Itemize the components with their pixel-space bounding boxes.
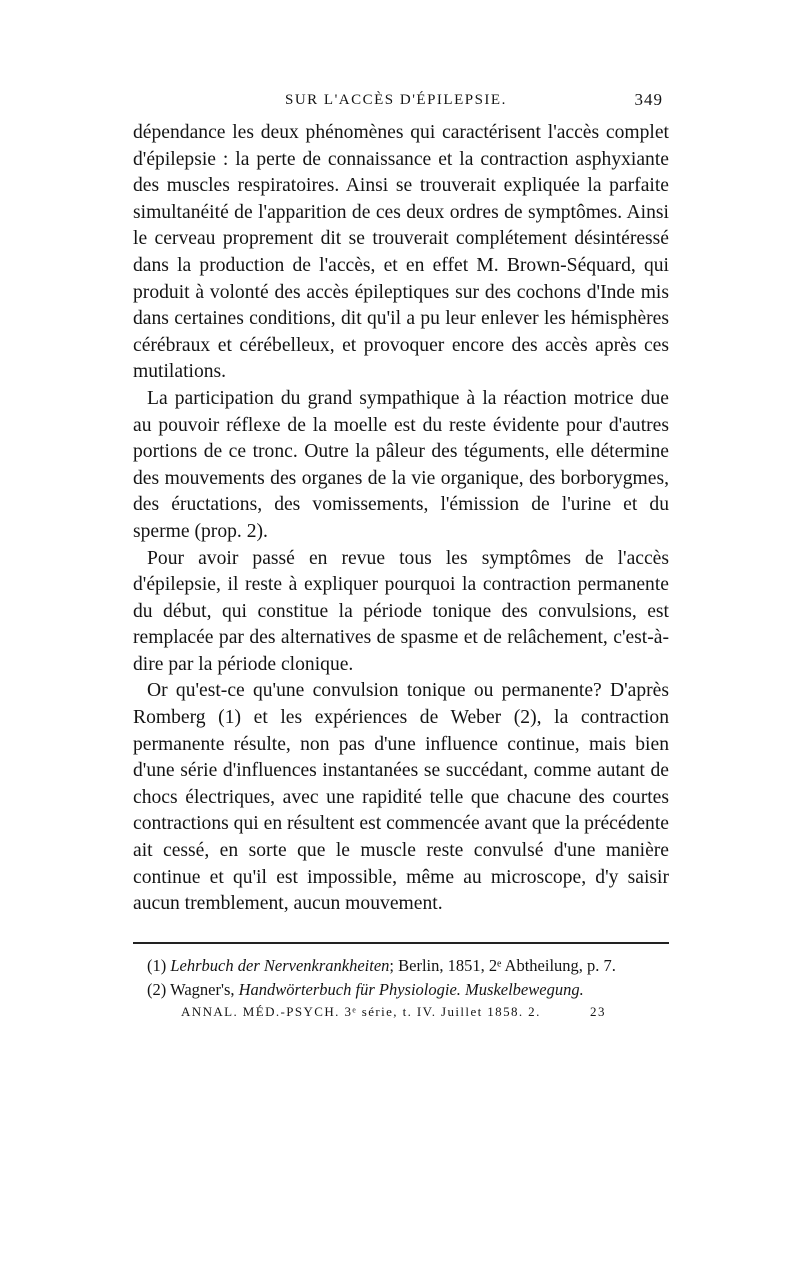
- book-page: [133, 86, 669, 1022]
- footnote-divider: [133, 942, 669, 944]
- signature-number: 23: [590, 1003, 606, 1019]
- running-head: [133, 86, 669, 120]
- paragraph: Or qu'est-ce qu'une convulsion tonique ou permanente? D'après Romberg (1) et les expériences de Weber (2), la contraction permanente résulte, non pas d'une influence continue, mais bien d'une série d'influences instantanées se succédant, comme autant de chocs électriques, avec une rapidité telle que chacune des courtes contractions qui en résultent est commencée avant que la précédente ait cessé, en sorte que le muscle reste convulsé d'une manière continue et qu'il est impossible, même au microscope, d'y saisir aucun tremblement, aucun mouvement.: [133, 680, 669, 915]
- footnote-title: Handwörterbuch für Physiologie. Muskelbewegung.: [238, 979, 584, 999]
- footnote-marker: (1): [147, 955, 167, 975]
- footnote-1: [133, 954, 669, 978]
- page-number: 349: [634, 90, 663, 109]
- paragraph: dépendance les deux phénomènes qui caractérisent l'accès complet d'épilepsie : la perte de connaissance et la contraction asphyxiante des muscles respiratoires. Ainsi se trouverait expliquée la parfaite simultanéité de l'apparition de ces deux ordres de symptômes. Ainsi le cerveau proprement dit se trouverait complétement désintéressé dans la production de l'accès, et en effet M. Brown-Séquard, qui produit à volonté des accès épileptiques sur des cochons d'Inde mis dans certaines conditions, dit qu'il a pu leur enlever les hémisphères cérébraux et cérébelleux, et provoquer encore des accès après ces mutilations.: [133, 122, 669, 383]
- running-title: SUR L'ACCÈS D'ÉPILEPSIE.: [285, 92, 507, 108]
- paragraph: Pour avoir passé en revue tous les symptômes de l'accès d'épilepsie, il reste à expliquer pourquoi la contraction permanente du début, qui constitue la période tonique des convulsions, est remplacée par des alternatives de spasme et de relâchement, c'est-à-dire par la période clonique.: [133, 547, 669, 675]
- footnote-title: Lehrbuch der Nervenkrankheiten: [170, 955, 390, 975]
- footnote-2: [133, 978, 669, 1002]
- footnote-details: ; Berlin, 1851, 2ᵉ Abtheilung, p. 7.: [389, 955, 616, 975]
- footnotes: [133, 954, 669, 1022]
- signature-text: ANNAL. MÉD.-PSYCH. 3ᵉ série, t. IV. Juillet 1858. 2.: [181, 1003, 541, 1019]
- paragraph: La participation du grand sympathique à la réaction motrice due au pouvoir réflexe de la moelle est du reste évidente pour d'autres portions de ce tronc. Outre la pâleur des téguments, elle détermine des mouvements des organes de la vie organique, des borborygmes, des éructations, des vomissements, l'émission de l'urine et du sperme (prop. 2).: [133, 387, 669, 542]
- signature-line: [133, 1002, 669, 1022]
- footnote-author: Wagner's,: [170, 979, 235, 999]
- footnote-marker: (2): [147, 979, 167, 999]
- body-text: [133, 120, 669, 918]
